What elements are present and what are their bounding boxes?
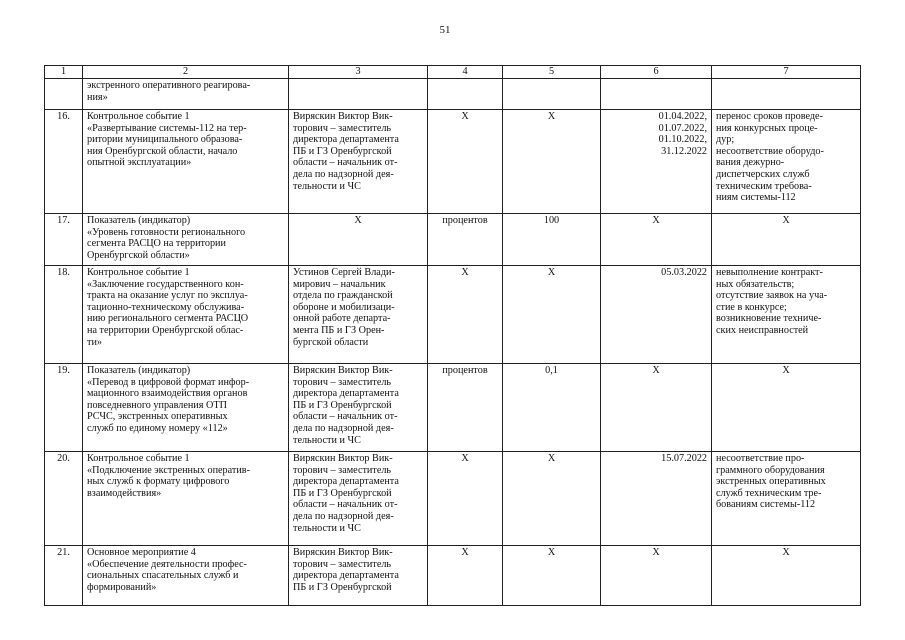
- row-number: 19.: [45, 364, 83, 452]
- event-name-line: взаимодействия»: [87, 487, 162, 499]
- table-row: [45, 214, 861, 266]
- event-name-line: Контрольное событие 1: [87, 111, 190, 122]
- deadline-dates: [601, 266, 712, 364]
- responsible-person-line: торович – заместитель: [293, 464, 392, 476]
- page-number: 51: [439, 24, 451, 36]
- event-name: [83, 452, 289, 546]
- responsible-person-line: торович – заместитель: [293, 558, 392, 570]
- deadline-dates: [601, 214, 712, 266]
- row-number: 20.: [45, 452, 83, 546]
- event-name-line: формирований»: [87, 581, 157, 593]
- deadline-dates-line: 01.04.2022,: [658, 111, 707, 122]
- responsible-person-line: дела по надзорной дея-: [293, 168, 394, 180]
- responsible-person-line: тельности и ЧС: [293, 180, 361, 192]
- event-name-line: Основное мероприятие 4: [87, 547, 196, 558]
- risks-line: невыполнение контракт-: [716, 267, 823, 278]
- risks: [712, 214, 861, 266]
- deadline-dates-line: Х: [652, 365, 660, 376]
- responsible-person-line: тельности и ЧС: [293, 434, 361, 446]
- risks-line: Х: [782, 547, 790, 558]
- event-name-line: «Подключение экстренных оператив-: [87, 464, 251, 476]
- risks-line: экстренных оперативных: [716, 476, 826, 488]
- column-header: 6: [601, 66, 712, 79]
- unit-of-measure: процентов: [428, 214, 503, 266]
- responsible-person-line: директора департамента: [293, 570, 399, 582]
- responsible-person: [289, 266, 428, 364]
- responsible-person-line: Виряскин Виктор Вик-: [293, 547, 393, 558]
- responsible-person-line: отдела по гражданской: [293, 290, 393, 302]
- event-name-line: Контрольное событие 1: [87, 453, 190, 464]
- table-row: [45, 266, 861, 364]
- event-name-line: ния Оренбургской области, начало: [87, 145, 238, 157]
- unit-of-measure: [428, 79, 503, 110]
- header-row: [45, 66, 861, 79]
- column-header: 2: [83, 66, 289, 79]
- event-name-line: нию регионального сегмента РАСЦО: [87, 313, 249, 325]
- responsible-person-line: директора департамента: [293, 476, 399, 488]
- deadline-dates-line: Х: [652, 547, 660, 558]
- unit-of-measure: Х: [428, 452, 503, 546]
- table-row: [45, 364, 861, 452]
- risks: [712, 546, 861, 606]
- table-row: [45, 546, 861, 606]
- risks-line: вания дежурно-: [716, 157, 785, 169]
- responsible-person-line: Устинов Сергей Влади-: [293, 267, 395, 278]
- responsible-person-line: ПБ и ГЗ Оренбургской: [293, 399, 392, 411]
- deadline-dates: [601, 452, 712, 546]
- risks: [712, 110, 861, 214]
- responsible-person: [289, 79, 428, 110]
- deadline-dates-line: 15.07.2022: [661, 453, 707, 464]
- responsible-person: [289, 452, 428, 546]
- responsible-person-line: ПБ и ГЗ Оренбургской: [293, 487, 392, 499]
- row-number: 16.: [45, 110, 83, 214]
- deadline-dates-line: 01.10.2022,: [658, 134, 707, 146]
- event-name-line: ти»: [87, 336, 102, 348]
- risks: [712, 452, 861, 546]
- responsible-person-line: торович – заместитель: [293, 122, 392, 134]
- risks-line: Х: [782, 365, 790, 376]
- responsible-person-line: дела по надзорной дея-: [293, 510, 394, 522]
- event-name-line: «Обеспечение деятельности профес-: [87, 558, 247, 570]
- program-table: [44, 65, 861, 606]
- event-name-line: «Перевод в цифровой формат инфор-: [87, 376, 250, 388]
- risks-line: Х: [782, 215, 790, 226]
- responsible-person: [289, 110, 428, 214]
- risks: [712, 266, 861, 364]
- risks-line: несоответствие про-: [716, 453, 805, 464]
- risks-line: ния конкурсных проце-: [716, 122, 818, 134]
- responsible-person-line: онной работе департа-: [293, 313, 391, 325]
- column-header: 3: [289, 66, 428, 79]
- event-name-line: тракта на оказание услуг по эксплуа-: [87, 290, 248, 302]
- row-number: 17.: [45, 214, 83, 266]
- event-name-line: Показатель (индикатор): [87, 365, 191, 376]
- column-header: 1: [45, 66, 83, 79]
- indicator-value: Х: [503, 266, 601, 364]
- indicator-value: Х: [503, 546, 601, 606]
- responsible-person: [289, 546, 428, 606]
- event-name-line: служб по единому номеру «112»: [87, 422, 228, 434]
- event-name: [83, 110, 289, 214]
- risks-line: ных обязательств;: [716, 278, 795, 290]
- risks: [712, 364, 861, 452]
- indicator-value: Х: [503, 452, 601, 546]
- event-name: [83, 364, 289, 452]
- row-number: [45, 79, 83, 110]
- table-row: [45, 79, 861, 110]
- responsible-person-line: области – начальник от-: [293, 499, 398, 511]
- responsible-person: [289, 214, 428, 266]
- responsible-person: [289, 364, 428, 452]
- risks: [712, 79, 861, 110]
- event-name-line: Оренбургской области»: [87, 249, 190, 261]
- responsible-person-line: мента ПБ и ГЗ Орен-: [293, 324, 385, 336]
- event-name-line: «Заключение государственного кон-: [87, 278, 244, 290]
- event-name: [83, 266, 289, 364]
- responsible-person-line: Виряскин Виктор Вик-: [293, 111, 393, 122]
- responsible-person-line: области – начальник от-: [293, 411, 398, 423]
- responsible-person-line: Виряскин Виктор Вик-: [293, 453, 393, 464]
- responsible-person-line: ПБ и ГЗ Оренбургской: [293, 581, 392, 593]
- event-name-line: РСЧС, экстренных оперативных: [87, 411, 228, 423]
- unit-of-measure: Х: [428, 110, 503, 214]
- indicator-value: Х: [503, 110, 601, 214]
- event-name-line: тационно-техническому обслужива-: [87, 301, 245, 313]
- risks-line: служб техническим тре-: [716, 487, 822, 499]
- risks-line: техническим требова-: [716, 180, 812, 192]
- row-number: 18.: [45, 266, 83, 364]
- deadline-dates: [601, 546, 712, 606]
- unit-of-measure: Х: [428, 546, 503, 606]
- responsible-person-line: торович – заместитель: [293, 376, 392, 388]
- event-name-line: ритории муниципального образова-: [87, 134, 243, 146]
- responsible-person-line: Виряскин Виктор Вик-: [293, 365, 393, 376]
- deadline-dates-line: Х: [652, 215, 660, 226]
- responsible-person-line: области – начальник от-: [293, 157, 398, 169]
- indicator-value: 0,1: [503, 364, 601, 452]
- responsible-person-line: бургской области: [293, 336, 369, 348]
- event-name-line: ных служб к формату цифрового: [87, 476, 230, 488]
- event-name: [83, 546, 289, 606]
- responsible-person-line: Х: [354, 215, 362, 226]
- risks-line: ских неисправностей: [716, 324, 809, 336]
- deadline-dates-line: 01.07.2022,: [658, 122, 707, 134]
- event-name-line: Показатель (индикатор): [87, 215, 191, 226]
- event-name: [83, 79, 289, 110]
- responsible-person-line: ПБ и ГЗ Оренбургской: [293, 145, 392, 157]
- event-name-line: на территории Оренбургской облас-: [87, 324, 244, 336]
- responsible-person-line: тельности и ЧС: [293, 522, 361, 534]
- risks-line: возникновение техниче-: [716, 313, 822, 325]
- column-header: 7: [712, 66, 861, 79]
- event-name-line: сиональных спасательных служб и: [87, 570, 239, 582]
- event-name-line: Контрольное событие 1: [87, 267, 190, 278]
- deadline-dates-line: 31.12.2022: [661, 145, 707, 157]
- deadline-dates: [601, 79, 712, 110]
- risks-line: несоответствие оборудо-: [716, 145, 824, 157]
- deadline-dates-line: 05.03.2022: [661, 267, 707, 278]
- risks-line: ниям системы-112: [716, 192, 796, 204]
- table-row: [45, 452, 861, 546]
- event-name-line: опытной эксплуатации»: [87, 157, 192, 169]
- risks-line: перенос сроков проведе-: [716, 111, 823, 122]
- event-name-line: повседневного управления ОТП: [87, 399, 227, 411]
- event-name: [83, 214, 289, 266]
- risks-line: граммного оборудования: [716, 464, 825, 476]
- responsible-person-line: обороне и мобилизаци-: [293, 301, 395, 313]
- event-name-line: экстренного оперативного реагирова-: [87, 80, 251, 91]
- column-header: 5: [503, 66, 601, 79]
- responsible-person-line: директора департамента: [293, 388, 399, 400]
- event-name-line: «Уровень готовности регионального: [87, 226, 246, 238]
- responsible-person-line: мирович – начальник: [293, 278, 386, 290]
- deadline-dates: [601, 110, 712, 214]
- table-row: [45, 110, 861, 214]
- indicator-value: 100: [503, 214, 601, 266]
- risks-line: отсутствие заявок на уча-: [716, 290, 828, 302]
- row-number: 21.: [45, 546, 83, 606]
- risks-line: дур;: [716, 134, 735, 146]
- responsible-person-line: директора департамента: [293, 134, 399, 146]
- event-name-line: сегмента РАСЦО на территории: [87, 238, 226, 250]
- event-name-line: мационного взаимодействия органов: [87, 388, 248, 400]
- risks-line: бованиям системы-112: [716, 499, 816, 511]
- unit-of-measure: процентов: [428, 364, 503, 452]
- indicator-value: [503, 79, 601, 110]
- event-name-line: «Развертывание системы-112 на тер-: [87, 122, 247, 134]
- risks-line: диспетчерских служб: [716, 168, 810, 180]
- responsible-person-line: дела по надзорной дея-: [293, 422, 394, 434]
- deadline-dates: [601, 364, 712, 452]
- unit-of-measure: Х: [428, 266, 503, 364]
- column-header: 4: [428, 66, 503, 79]
- risks-line: стие в конкурсе;: [716, 301, 787, 313]
- event-name-line: ния»: [87, 91, 108, 103]
